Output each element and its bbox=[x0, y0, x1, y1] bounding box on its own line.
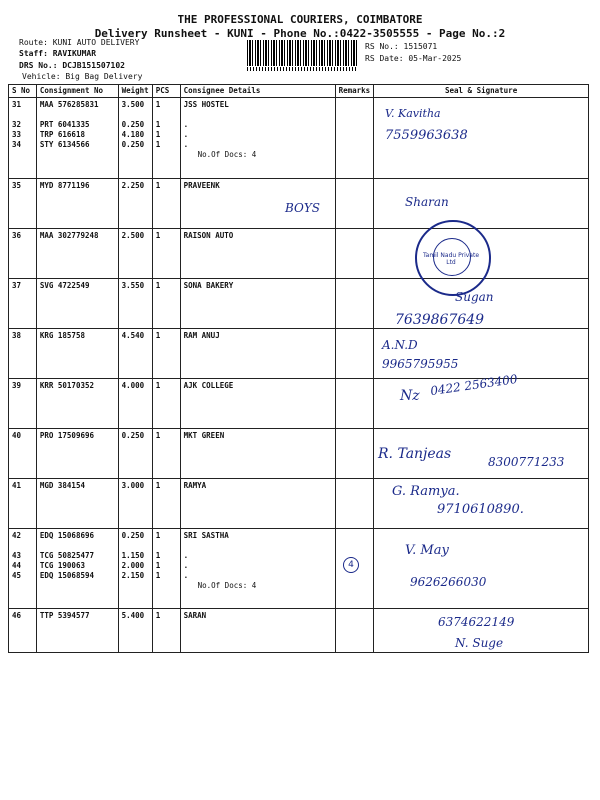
table-row bbox=[9, 98, 589, 179]
cell-pcs-line: 1 bbox=[155, 571, 161, 580]
cell-sno bbox=[9, 98, 37, 179]
cell-pcs-line: 1 bbox=[155, 181, 161, 190]
cell-sno-line: 35 bbox=[12, 181, 22, 190]
cell-consignment-line bbox=[40, 110, 115, 120]
staff-label: Staff: RAVIKUMAR bbox=[19, 49, 97, 58]
cell-sno-line: 32 bbox=[12, 120, 22, 129]
phone-r39: 0422 2563400 bbox=[429, 371, 519, 399]
cell-weight bbox=[118, 479, 152, 529]
cell-sno bbox=[9, 179, 37, 229]
cell-sno-line: 44 bbox=[12, 561, 22, 570]
rs-date-label: RS Date: 05-Mar-2025 bbox=[365, 54, 462, 63]
cell-consignee-line: MKT GREEN bbox=[183, 431, 225, 440]
cell-consignee-line: RAM ANUJ bbox=[183, 331, 220, 340]
cell-consignment-line: PRO 17509696 bbox=[39, 431, 95, 440]
cell-sno-line: 36 bbox=[12, 231, 22, 240]
cell-sno-line bbox=[12, 110, 33, 120]
cell-consignment bbox=[36, 479, 118, 529]
cell-consignment bbox=[36, 98, 118, 179]
phone-r46: 6374622149 bbox=[438, 615, 515, 629]
company-title: THE PROFESSIONAL COURIERS, COIMBATORE bbox=[177, 13, 423, 26]
cell-consignee-line: SARAN bbox=[183, 611, 207, 620]
sig-r35: Sharan bbox=[405, 195, 449, 209]
cell-consignment-line: MAA 302779248 bbox=[39, 231, 99, 240]
cell-pcs bbox=[152, 329, 180, 379]
cell-consignment bbox=[36, 429, 118, 479]
cell-pcs-line: 1 bbox=[155, 231, 161, 240]
cell-weight-line: 1.150 bbox=[121, 551, 145, 560]
cell-sno bbox=[9, 479, 37, 529]
cell-weight bbox=[118, 229, 152, 279]
cell-consignee bbox=[180, 609, 335, 653]
cell-consignment-line: STY 6134566 bbox=[39, 140, 90, 149]
docs-count: No.Of Docs: 4 bbox=[197, 581, 257, 590]
cell-weight bbox=[118, 379, 152, 429]
cell-weight-line bbox=[122, 110, 149, 120]
cell-remarks bbox=[335, 609, 374, 653]
cell-pcs bbox=[152, 529, 180, 609]
cell-consignment-line: MYD 8771196 bbox=[39, 181, 90, 190]
runsheet-subtitle: Delivery Runsheet - KUNI - Phone No.:0422-3505555 - Page No.:2 bbox=[94, 27, 506, 40]
cell-consignment-line: KRG 185758 bbox=[39, 331, 85, 340]
cell-weight-line: 2.150 bbox=[121, 571, 145, 580]
cell-sno-line: 39 bbox=[12, 381, 22, 390]
sig-r38: A.N.D bbox=[382, 338, 418, 352]
col-sno: S No bbox=[9, 85, 37, 98]
phone-r31: 7559963638 bbox=[385, 128, 468, 143]
cell-pcs-line bbox=[156, 110, 177, 120]
col-remarks: Remarks bbox=[335, 85, 374, 98]
cell-consignee-line: PRAVEENK bbox=[183, 181, 220, 190]
cell-weight-line: 5.400 bbox=[121, 611, 145, 620]
table-row bbox=[9, 329, 589, 379]
cell-sno bbox=[9, 329, 37, 379]
cell-weight-line: 3.000 bbox=[121, 481, 145, 490]
cell-sno bbox=[9, 279, 37, 329]
table-header-row bbox=[9, 85, 589, 98]
cell-pcs bbox=[152, 429, 180, 479]
col-seal: Seal & Signature bbox=[374, 85, 589, 98]
sig-r41: G. Ramya. bbox=[392, 484, 460, 499]
cell-consignee bbox=[180, 479, 335, 529]
cell-pcs-line: 1 bbox=[155, 120, 161, 129]
barcode-bottom bbox=[247, 67, 357, 71]
cell-remarks bbox=[335, 479, 374, 529]
cell-pcs-line: 1 bbox=[155, 130, 161, 139]
cell-pcs bbox=[152, 229, 180, 279]
cell-consignment bbox=[36, 229, 118, 279]
cell-remarks bbox=[335, 379, 374, 429]
table-row bbox=[9, 429, 589, 479]
cell-consignment-line: TCG 50825477 bbox=[39, 551, 95, 560]
table-row bbox=[9, 529, 589, 609]
cell-sno-line: 43 bbox=[12, 551, 22, 560]
cell-sno-line: 34 bbox=[12, 140, 22, 149]
cell-weight-line: 3.500 bbox=[121, 100, 145, 109]
sig-r39: Nz bbox=[400, 388, 420, 404]
cell-pcs-line: 1 bbox=[155, 611, 161, 620]
note-r35: BOYS bbox=[285, 201, 321, 215]
cell-sno bbox=[9, 609, 37, 653]
cell-consignee bbox=[180, 229, 335, 279]
table-row bbox=[9, 279, 589, 329]
sig-r40: R. Tanjeas bbox=[378, 446, 452, 462]
cell-weight-line: 2.000 bbox=[121, 561, 145, 570]
col-weight: Weight bbox=[118, 85, 152, 98]
cell-pcs-line: 1 bbox=[155, 431, 161, 440]
cell-consignee-line: . bbox=[183, 130, 189, 139]
cell-sno bbox=[9, 529, 37, 609]
phone-r42: 9626266030 bbox=[410, 575, 487, 589]
cell-sno-line bbox=[12, 541, 33, 551]
cell-consignment-line: KRR 50170352 bbox=[39, 381, 95, 390]
cell-sno-line: 38 bbox=[12, 331, 22, 340]
cell-weight-line: 2.250 bbox=[121, 181, 145, 190]
col-consignment: Consignment No bbox=[36, 85, 118, 98]
vehicle-label: Vehicle: Big Bag Delivery bbox=[22, 72, 143, 81]
cell-seal-signature bbox=[374, 329, 589, 379]
barcode bbox=[247, 40, 357, 66]
cell-consignment-line: EDQ 15068594 bbox=[39, 571, 95, 580]
cell-weight bbox=[118, 179, 152, 229]
cell-pcs bbox=[152, 479, 180, 529]
stamp-text: Tamil Nadu Private Ltd bbox=[422, 252, 480, 266]
cell-weight-line bbox=[122, 541, 149, 551]
cell-consignee-line: AJK COLLEGE bbox=[183, 381, 234, 390]
cell-weight-line: 4.180 bbox=[121, 130, 145, 139]
cell-consignment bbox=[36, 379, 118, 429]
drs-label: DRS No.: DCJB151507102 bbox=[19, 61, 125, 70]
phone-r40: 8300771233 bbox=[488, 455, 565, 469]
cell-consignee-line: . bbox=[183, 571, 189, 580]
cell-weight bbox=[118, 98, 152, 179]
cell-pcs bbox=[152, 379, 180, 429]
cell-weight-line: 0.250 bbox=[121, 431, 145, 440]
cell-consignee-line: . bbox=[183, 140, 189, 149]
cell-consignee bbox=[180, 429, 335, 479]
cell-sno-line: 41 bbox=[12, 481, 22, 490]
cell-sno-line: 37 bbox=[12, 281, 22, 290]
cell-sno-line: 31 bbox=[12, 100, 22, 109]
cell-weight-line: 4.540 bbox=[121, 331, 145, 340]
cell-consignee-line: SONA BAKERY bbox=[183, 281, 234, 290]
cell-pcs-line: 1 bbox=[155, 281, 161, 290]
cell-weight bbox=[118, 429, 152, 479]
runsheet-table bbox=[8, 84, 589, 653]
cell-consignment-line: PRT 6041335 bbox=[39, 120, 90, 129]
cell-remarks bbox=[335, 429, 374, 479]
cell-consignee-line bbox=[184, 110, 332, 120]
phone-r37: 7639867649 bbox=[395, 312, 485, 328]
cell-consignment-line: SVG 4722549 bbox=[39, 281, 90, 290]
sig-r37: Sugan bbox=[455, 290, 494, 304]
route-label: Route: KUNI AUTO DELIVERY bbox=[19, 38, 140, 47]
cell-consignment-line: TCG 190063 bbox=[39, 561, 85, 570]
cell-consignment bbox=[36, 329, 118, 379]
cell-pcs-line: 1 bbox=[155, 551, 161, 560]
cell-consignment-line: MAA 576285831 bbox=[39, 100, 99, 109]
table-row bbox=[9, 229, 589, 279]
cell-consignment-line: EDQ 15068696 bbox=[39, 531, 95, 540]
docs-count: No.Of Docs: 4 bbox=[197, 150, 257, 159]
cell-sno-line: 42 bbox=[12, 531, 22, 540]
cell-sno-line: 46 bbox=[12, 611, 22, 620]
cell-pcs bbox=[152, 279, 180, 329]
cell-pcs bbox=[152, 609, 180, 653]
cell-remarks bbox=[335, 179, 374, 229]
cell-remarks bbox=[335, 98, 374, 179]
cell-consignee bbox=[180, 98, 335, 179]
phone-r38: 9965795955 bbox=[382, 357, 459, 371]
cell-consignment-line: TTP 5394577 bbox=[39, 611, 90, 620]
cell-pcs-line: 1 bbox=[155, 531, 161, 540]
cell-consignment bbox=[36, 279, 118, 329]
cell-weight-line: 0.250 bbox=[121, 120, 145, 129]
cell-consignee-line: . bbox=[183, 551, 189, 560]
cell-pcs-line bbox=[156, 541, 177, 551]
cell-weight bbox=[118, 529, 152, 609]
cell-remarks bbox=[335, 229, 374, 279]
cell-remarks bbox=[335, 329, 374, 379]
cell-weight-line: 2.500 bbox=[121, 231, 145, 240]
col-consignee: Consignee Details bbox=[180, 85, 335, 98]
cell-weight bbox=[118, 279, 152, 329]
rs-no-label: RS No.: 1515071 bbox=[365, 42, 438, 51]
cell-pcs-line: 1 bbox=[155, 100, 161, 109]
cell-pcs-line: 1 bbox=[155, 381, 161, 390]
remark-r42: 4 bbox=[343, 557, 359, 573]
cell-weight-line: 0.250 bbox=[121, 531, 145, 540]
cell-consignee-line: RAMYA bbox=[183, 481, 207, 490]
cell-pcs-line: 1 bbox=[155, 561, 161, 570]
cell-sno-line: 40 bbox=[12, 431, 22, 440]
cell-consignment bbox=[36, 529, 118, 609]
cell-consignment-line: TRP 616618 bbox=[39, 130, 85, 139]
cell-seal-signature bbox=[374, 529, 589, 609]
cell-consignment-line bbox=[40, 541, 115, 551]
cell-sno bbox=[9, 379, 37, 429]
cell-pcs-line: 1 bbox=[155, 331, 161, 340]
cell-pcs bbox=[152, 179, 180, 229]
cell-pcs-line: 1 bbox=[155, 481, 161, 490]
col-pcs: PCS bbox=[152, 85, 180, 98]
cell-consignee bbox=[180, 279, 335, 329]
cell-weight-line: 3.550 bbox=[121, 281, 145, 290]
sig-r42: V. May bbox=[405, 543, 449, 558]
cell-weight-line: 0.250 bbox=[121, 140, 145, 149]
cell-consignee-line: JSS HOSTEL bbox=[183, 100, 229, 109]
cell-sno bbox=[9, 229, 37, 279]
cell-consignee bbox=[180, 329, 335, 379]
cell-consignee-line: SRI SASTHA bbox=[183, 531, 229, 540]
cell-pcs bbox=[152, 98, 180, 179]
cell-remarks bbox=[335, 279, 374, 329]
cell-consignment bbox=[36, 179, 118, 229]
cell-weight bbox=[118, 329, 152, 379]
cell-sno-line: 33 bbox=[12, 130, 22, 139]
cell-pcs-line: 1 bbox=[155, 140, 161, 149]
cell-consignment bbox=[36, 609, 118, 653]
cell-consignee-line: . bbox=[183, 561, 189, 570]
cell-consignee bbox=[180, 529, 335, 609]
cell-sno bbox=[9, 429, 37, 479]
cell-consignee bbox=[180, 379, 335, 429]
cell-weight bbox=[118, 609, 152, 653]
sig-r31: V. Kavitha bbox=[385, 107, 441, 120]
cell-weight-line: 4.000 bbox=[121, 381, 145, 390]
sig-r46: N. Suge bbox=[455, 636, 504, 650]
phone-r41: 9710610890. bbox=[437, 502, 524, 517]
cell-consignee-line: RAISON AUTO bbox=[183, 231, 234, 240]
cell-consignment-line: MGD 384154 bbox=[39, 481, 85, 490]
cell-consignee-line bbox=[184, 541, 332, 551]
cell-sno-line: 45 bbox=[12, 571, 22, 580]
cell-consignee-line: . bbox=[183, 120, 189, 129]
